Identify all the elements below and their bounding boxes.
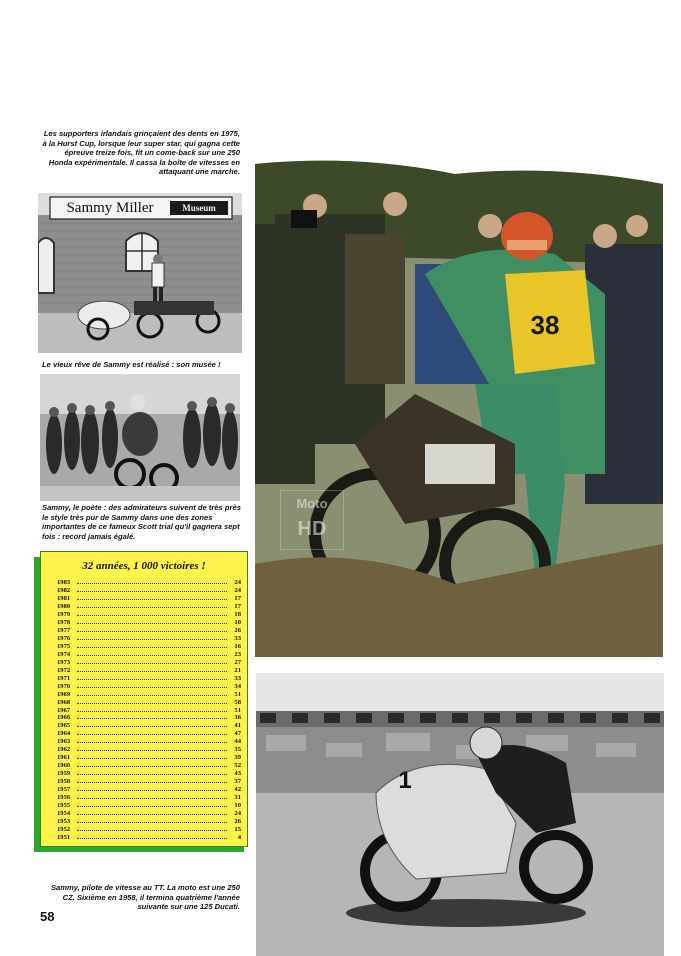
wins-year: 1958 — [57, 778, 71, 786]
wins-count: 33 — [234, 674, 241, 682]
wins-leader-dots — [77, 729, 227, 735]
wins-leader-dots — [77, 825, 227, 831]
wins-leader-dots — [77, 745, 227, 751]
wins-list — [57, 578, 241, 841]
wins-row — [57, 650, 241, 658]
wins-count: 17 — [234, 594, 241, 602]
wins-count: 23 — [234, 650, 241, 658]
wins-count: 42 — [234, 786, 241, 794]
wins-leader-dots — [77, 793, 227, 799]
wins-row — [57, 713, 241, 721]
wins-box — [40, 551, 248, 847]
wins-row — [57, 737, 241, 745]
wins-year: 1970 — [57, 682, 71, 690]
wins-leader-dots — [77, 658, 227, 664]
wins-count: 26 — [234, 626, 241, 634]
wins-year: 1959 — [57, 770, 71, 778]
wins-leader-dots — [77, 801, 227, 807]
wins-leader-dots — [77, 713, 227, 719]
wins-leader-dots — [77, 586, 227, 592]
wins-leader-dots — [77, 706, 227, 712]
wins-count: 24 — [234, 586, 241, 594]
wins-leader-dots — [77, 698, 227, 704]
wins-leader-dots — [77, 674, 227, 680]
wins-row — [57, 666, 241, 674]
wins-year: 1981 — [57, 594, 71, 602]
wins-count: 18 — [234, 610, 241, 618]
wins-row — [57, 674, 241, 682]
wins-row — [57, 586, 241, 594]
wins-leader-dots — [77, 578, 227, 584]
watermark-line1: Moto — [296, 496, 328, 511]
wins-leader-dots — [77, 594, 227, 600]
wins-count: 52 — [234, 762, 241, 770]
wins-row — [57, 698, 241, 706]
wins-count: 21 — [234, 666, 241, 674]
wins-leader-dots — [77, 682, 227, 688]
wins-year: 1964 — [57, 730, 71, 738]
wins-count: 43 — [234, 770, 241, 778]
photo-scott-trial-crowd — [40, 374, 240, 501]
wins-row — [57, 809, 241, 817]
wins-year: 1983 — [57, 579, 71, 586]
wins-row — [57, 618, 241, 626]
wins-count: 15 — [234, 826, 241, 834]
wins-count: 24 — [234, 810, 241, 818]
wins-leader-dots — [77, 753, 227, 759]
wins-year: 1954 — [57, 810, 71, 818]
wins-year: 1971 — [57, 674, 71, 682]
wins-year: 1956 — [57, 794, 71, 802]
wins-year: 1957 — [57, 786, 71, 794]
wins-row — [57, 769, 241, 777]
wins-year: 1967 — [57, 706, 71, 714]
wins-leader-dots — [77, 610, 227, 616]
wins-leader-dots — [77, 833, 227, 839]
wins-count: 44 — [234, 738, 241, 746]
wins-year: 1963 — [57, 738, 71, 746]
wins-year: 1952 — [57, 826, 71, 834]
wins-leader-dots — [77, 642, 227, 648]
wins-leader-dots — [77, 634, 227, 640]
wins-row — [57, 610, 241, 618]
photo-hurst-cup-trial — [255, 144, 663, 657]
museum-sign-word: Museum — [182, 203, 216, 213]
wins-year: 1966 — [57, 714, 71, 722]
wins-row — [57, 658, 241, 666]
wins-row — [57, 634, 241, 642]
wins-count: 10 — [234, 618, 241, 626]
wins-count: 35 — [234, 746, 241, 754]
wins-year: 1975 — [57, 642, 71, 650]
watermark-line2: HD — [297, 518, 327, 540]
wins-leader-dots — [77, 721, 227, 727]
wins-count: 34 — [234, 682, 241, 690]
wins-count: 51 — [234, 690, 241, 698]
wins-count: 41 — [234, 722, 241, 730]
wins-count: 27 — [234, 658, 241, 666]
wins-row — [57, 793, 241, 801]
wins-leader-dots — [77, 666, 227, 672]
wins-row — [57, 801, 241, 809]
wins-year: 1969 — [57, 690, 71, 698]
road-race-number: 1 — [398, 767, 412, 794]
wins-year: 1965 — [57, 722, 71, 730]
wins-count: 24 — [234, 579, 241, 586]
wins-year: 1962 — [57, 746, 71, 754]
wins-row — [57, 602, 241, 610]
wins-year: 1977 — [57, 626, 71, 634]
caption-scott-trial: Sammy, le poète : des admirateurs suivent de très près le style très pur de Sammy dans une des zones importantes de ce fameux Scott trial qu'il gagnera sept fois : record jamais égalé. — [42, 503, 241, 541]
wins-row — [57, 626, 241, 634]
wins-year: 1968 — [57, 698, 71, 706]
wins-leader-dots — [77, 817, 227, 823]
wins-row — [57, 825, 241, 833]
wins-row — [57, 642, 241, 650]
wins-count: 51 — [234, 706, 241, 714]
wins-leader-dots — [77, 761, 227, 767]
rider-number-bib: 38 — [530, 310, 560, 340]
wins-title: 32 années, 1 000 victoires ! — [82, 560, 206, 572]
watermark-logo — [280, 490, 344, 550]
wins-year: 1955 — [57, 802, 71, 810]
wins-year: 1976 — [57, 634, 71, 642]
photo-museum — [38, 193, 242, 353]
wins-row — [57, 745, 241, 753]
wins-row — [57, 817, 241, 825]
wins-leader-dots — [77, 809, 227, 815]
wins-row — [57, 729, 241, 737]
wins-count: 10 — [234, 802, 241, 810]
wins-row — [57, 578, 241, 586]
wins-row — [57, 721, 241, 729]
wins-count: 4 — [237, 834, 241, 841]
wins-year: 1980 — [57, 602, 71, 610]
wins-year: 1979 — [57, 610, 71, 618]
caption-hurst-cup: Les supporters irlandais grinçaient des dents en 1975, à la Hurst Cup, lorsque leur super star, qui gagna cette épreuve treize fois, fit un come-back sur une 250 Honda expérimentale. Il cassa la boîte de vitesses en attaquant une marche. — [42, 129, 240, 177]
wins-row — [57, 706, 241, 714]
wins-leader-dots — [77, 737, 227, 743]
wins-year: 1973 — [57, 658, 71, 666]
wins-leader-dots — [77, 769, 227, 775]
wins-count: 26 — [234, 818, 241, 826]
wins-count: 16 — [234, 642, 241, 650]
wins-row — [57, 594, 241, 602]
wins-count: 37 — [234, 778, 241, 786]
wins-count: 36 — [234, 714, 241, 722]
wins-year: 1978 — [57, 618, 71, 626]
wins-count: 39 — [234, 754, 241, 762]
wins-year: 1982 — [57, 586, 71, 594]
wins-count: 33 — [234, 634, 241, 642]
wins-count: 47 — [234, 730, 241, 738]
wins-leader-dots — [77, 785, 227, 791]
wins-year: 1972 — [57, 666, 71, 674]
photo-tt-road-race — [256, 673, 664, 956]
wins-row — [57, 761, 241, 769]
caption-tt-road: Sammy, pilote de vitesse au TT. La moto est une 250 CZ. Sixième en 1958, il termina quatrième l'année suivante sur une 125 Ducati. — [50, 883, 240, 912]
wins-year: 1953 — [57, 818, 71, 826]
wins-year: 1960 — [57, 762, 71, 770]
wins-leader-dots — [77, 626, 227, 632]
caption-museum: Le vieux rêve de Sammy est réalisé : son musée ! — [42, 360, 221, 369]
wins-leader-dots — [77, 618, 227, 624]
wins-count: 31 — [234, 794, 241, 802]
wins-leader-dots — [77, 650, 227, 656]
museum-sign-name: Sammy Miller — [66, 199, 154, 216]
wins-leader-dots — [77, 602, 227, 608]
wins-count: 58 — [234, 698, 241, 706]
page-number: 58 — [40, 909, 55, 924]
wins-year: 1974 — [57, 650, 71, 658]
wins-leader-dots — [77, 690, 227, 696]
wins-row — [57, 753, 241, 761]
wins-row — [57, 785, 241, 793]
wins-year: 1961 — [57, 754, 71, 762]
wins-row — [57, 777, 241, 785]
wins-row — [57, 833, 241, 841]
wins-row — [57, 682, 241, 690]
wins-leader-dots — [77, 777, 227, 783]
wins-year: 1951 — [57, 834, 71, 841]
wins-count: 17 — [234, 602, 241, 610]
wins-row — [57, 690, 241, 698]
